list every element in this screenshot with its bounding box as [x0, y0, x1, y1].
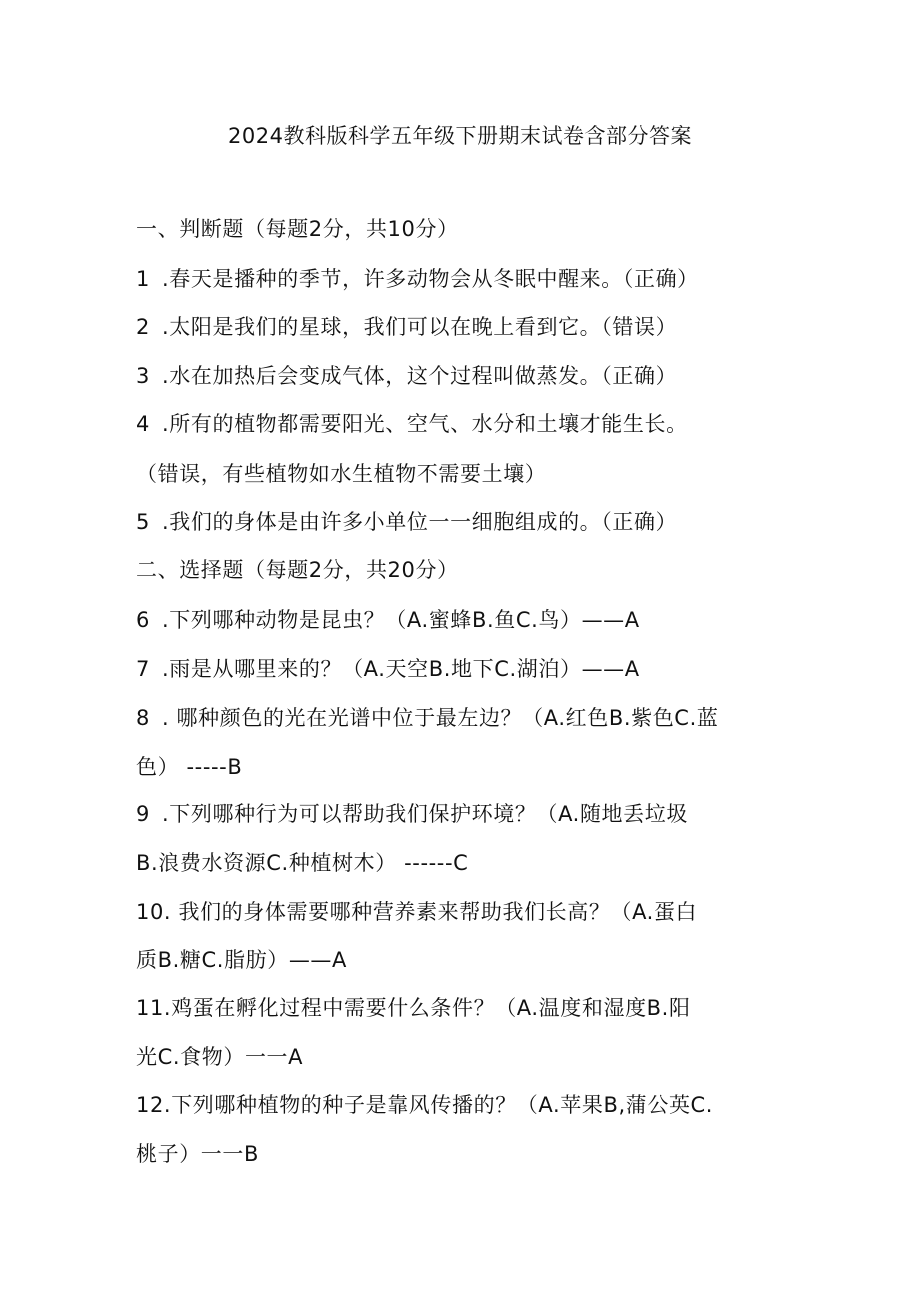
- question-number: 5: [136, 510, 150, 534]
- question-number: 12: [136, 1093, 164, 1117]
- question-text: .所有的植物都需要阳光、空气、水分和土壤才能生长。: [162, 412, 688, 436]
- question-text: . 我们的身体需要哪种营养素来帮助我们长高？（A.蛋白: [163, 900, 698, 924]
- question-5: [136, 505, 796, 539]
- question-1: [136, 262, 796, 296]
- question-7: [136, 652, 796, 686]
- question-8-continuation: 色） -----B: [136, 755, 243, 779]
- question-number: 10: [136, 900, 164, 924]
- question-12-continuation: 桃子）一一B: [136, 1142, 260, 1166]
- question-11: [136, 991, 796, 1025]
- question-text: .水在加热后会变成气体，这个过程叫做蒸发。（正确）: [162, 364, 678, 388]
- question-text: .下列哪种植物的种子是靠风传播的？（A.苹果B,蒲公英C.: [163, 1093, 714, 1117]
- document-title: 2024教科版科学五年级下册期末试卷含部分答案: [228, 124, 692, 148]
- question-6: [136, 603, 796, 637]
- question-number: 1: [136, 267, 150, 291]
- question-number: 6: [136, 608, 150, 632]
- question-9-continuation: B.浪费水资源C.种植树木） ------C: [136, 851, 469, 875]
- question-3: [136, 359, 796, 393]
- question-2: [136, 310, 796, 344]
- question-text: . 哪种颜色的光在光谱中位于最左边？（A.红色B.紫色C.蓝: [162, 706, 719, 730]
- question-text: .我们的身体是由许多小单位一一细胞组成的。（正确）: [162, 510, 678, 534]
- question-number: 3: [136, 364, 150, 388]
- question-number: 4: [136, 412, 150, 436]
- question-number: 7: [136, 657, 150, 681]
- section-heading-true-false: 一、判断题（每题2分，共10分）: [136, 217, 459, 241]
- question-11-continuation: 光C.食物）一一A: [136, 1045, 304, 1069]
- question-8: [136, 701, 796, 735]
- question-10-continuation: 质B.糖C.脂肪）——A: [136, 948, 347, 972]
- question-number: 2: [136, 315, 150, 339]
- question-text: .下列哪种行为可以帮助我们保护环境？（A.随地丢垃圾: [162, 802, 688, 826]
- question-12: [136, 1088, 796, 1122]
- question-4: [136, 407, 796, 441]
- question-text: .雨是从哪里来的？（A.天空B.地下C.湖泊）——A: [162, 657, 640, 681]
- question-text: .春天是播种的季节，许多动物会从冬眠中醒来。（正确）: [162, 267, 699, 291]
- question-number: 11: [136, 996, 164, 1020]
- question-text: .下列哪种动物是昆虫？（A.蜜蜂B.鱼C.鸟）——A: [162, 608, 640, 632]
- question-9: [136, 797, 796, 831]
- question-number: 8: [136, 706, 150, 730]
- question-number: 9: [136, 802, 150, 826]
- question-text: .太阳是我们的星球，我们可以在晚上看到它。（错误）: [162, 315, 678, 339]
- section-heading-multiple-choice: 二、选择题（每题2分，共20分）: [136, 558, 459, 582]
- question-10: [136, 895, 796, 929]
- question-text: .鸡蛋在孵化过程中需要什么条件？（A.温度和湿度B.阳: [163, 996, 691, 1020]
- question-4-continuation: （错误，有些植物如水生植物不需要土壤）: [136, 462, 547, 486]
